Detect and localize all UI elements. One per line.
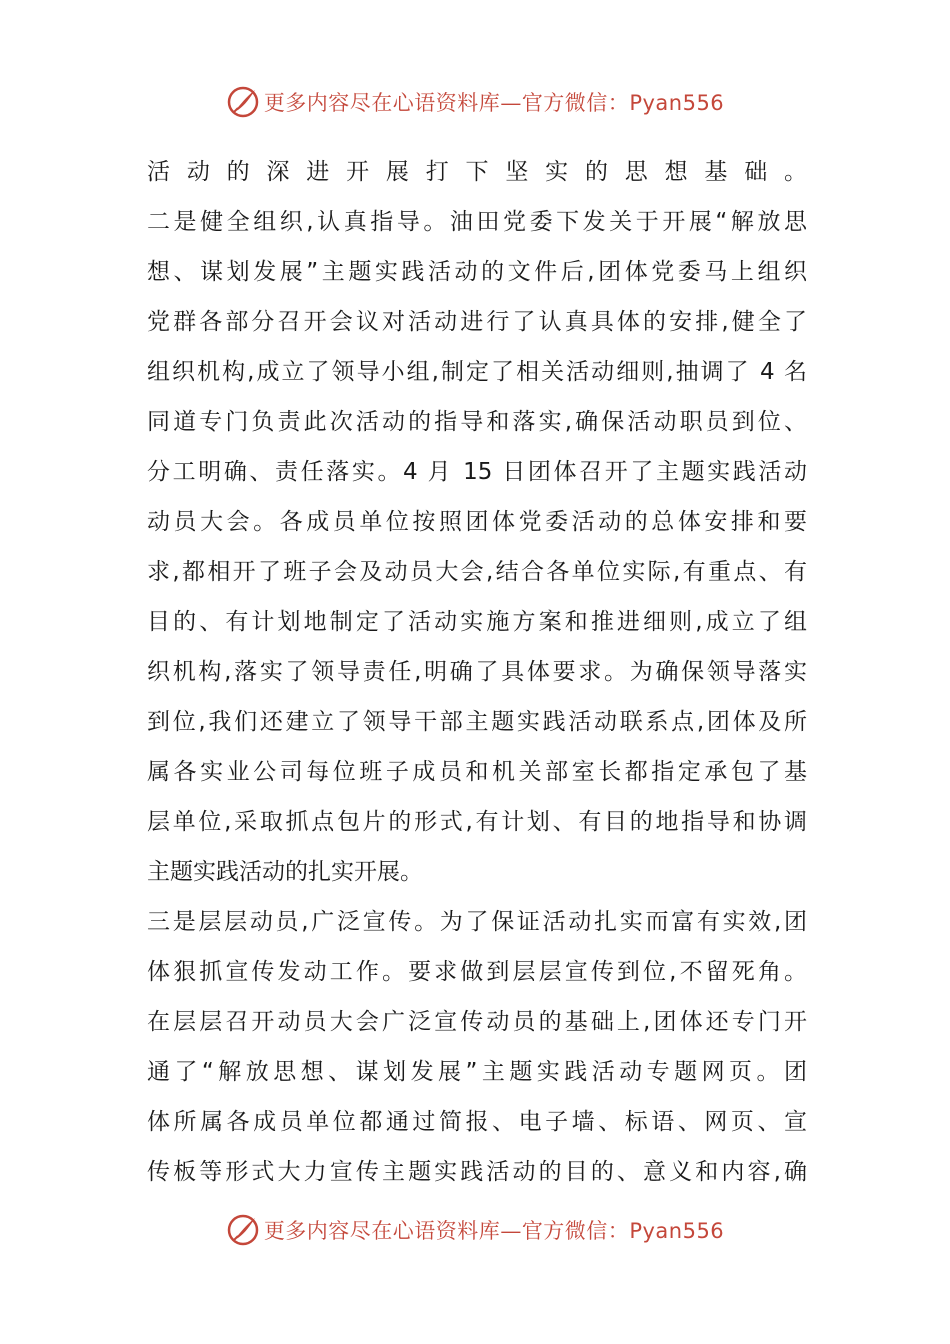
text-line: 目的、有计划地制定了活动实施方案和推进细则,成立了组 — [147, 609, 807, 635]
document-body — [147, 147, 807, 1197]
text-line: 层单位,采取抓点包片的形式,有计划、有目的地指导和协调 — [147, 809, 807, 835]
text-line: 组织机构,成立了领导小组,制定了相关活动细则,抽调了 4 名 — [147, 359, 807, 385]
text-line: 分工明确、责任落实。4 月 15 日团体召开了主题实践活动 — [147, 459, 807, 485]
banner-separator: — — [500, 91, 522, 115]
quill-circle-icon — [226, 85, 260, 119]
banner-separator: — — [500, 1219, 522, 1243]
text-line: 想、谋划发展”主题实践活动的文件后,团体党委马上组织 — [147, 259, 807, 285]
text-line: 在层层召开动员大会广泛宣传动员的基础上,团体还专门开 — [147, 1009, 807, 1035]
text-line: 通了“解放思想、谋划发展”主题实践活动专题网页。团 — [147, 1059, 807, 1085]
text-line: 传板等形式大力宣传主题实践活动的目的、意义和内容,确 — [147, 1159, 807, 1185]
text-line: 体狠抓宣传发动工作。要求做到层层宣传到位,不留死角。 — [147, 959, 807, 985]
text-line: 同道专门负责此次活动的指导和落实,确保活动职员到位、 — [147, 409, 807, 435]
text-line: 党群各部分召开会议对活动进行了认真具体的安排,健全了 — [147, 309, 807, 335]
banner-title: 更多内容尽在心语资料库 — [263, 91, 501, 115]
text-line: 二是健全组织,认真指导。油田党委下发关于开展“解放思 — [147, 209, 807, 235]
text-line: 属各实业公司每位班子成员和机关部室长都指定承包了基 — [147, 759, 807, 785]
footer-banner — [0, 1210, 950, 1250]
text-line: 体所属各成员单位都通过简报、电子墙、标语、网页、宣 — [147, 1109, 807, 1135]
text-line: 动员大会。各成员单位按照团体党委活动的总体安排和要 — [147, 509, 807, 535]
banner-label: 官方微信： — [521, 1219, 630, 1243]
banner-label: 官方微信： — [521, 91, 630, 115]
banner-handle: Pyan556 — [629, 1219, 725, 1243]
text-line: 到位,我们还建立了领导干部主题实践活动联系点,团体及所 — [147, 709, 807, 735]
header-banner — [0, 82, 950, 122]
text-line: 三是层层动员,广泛宣传。为了保证活动扎实而富有实效,团 — [147, 909, 807, 935]
text-line: 织机构,落实了领导责任,明确了具体要求。为确保领导落实 — [147, 659, 807, 685]
text-line: 活动的深进开展打下坚实的思想基础。 — [147, 159, 807, 185]
banner-text — [264, 1215, 724, 1245]
banner-handle: Pyan556 — [629, 91, 725, 115]
banner-text — [264, 87, 724, 117]
text-line: 求,都相开了班子会及动员大会,结合各单位实际,有重点、有 — [147, 559, 807, 585]
text-line: 主题实践活动的扎实开展。 — [147, 859, 423, 885]
quill-circle-icon — [226, 1213, 260, 1247]
banner-title: 更多内容尽在心语资料库 — [263, 1219, 501, 1243]
